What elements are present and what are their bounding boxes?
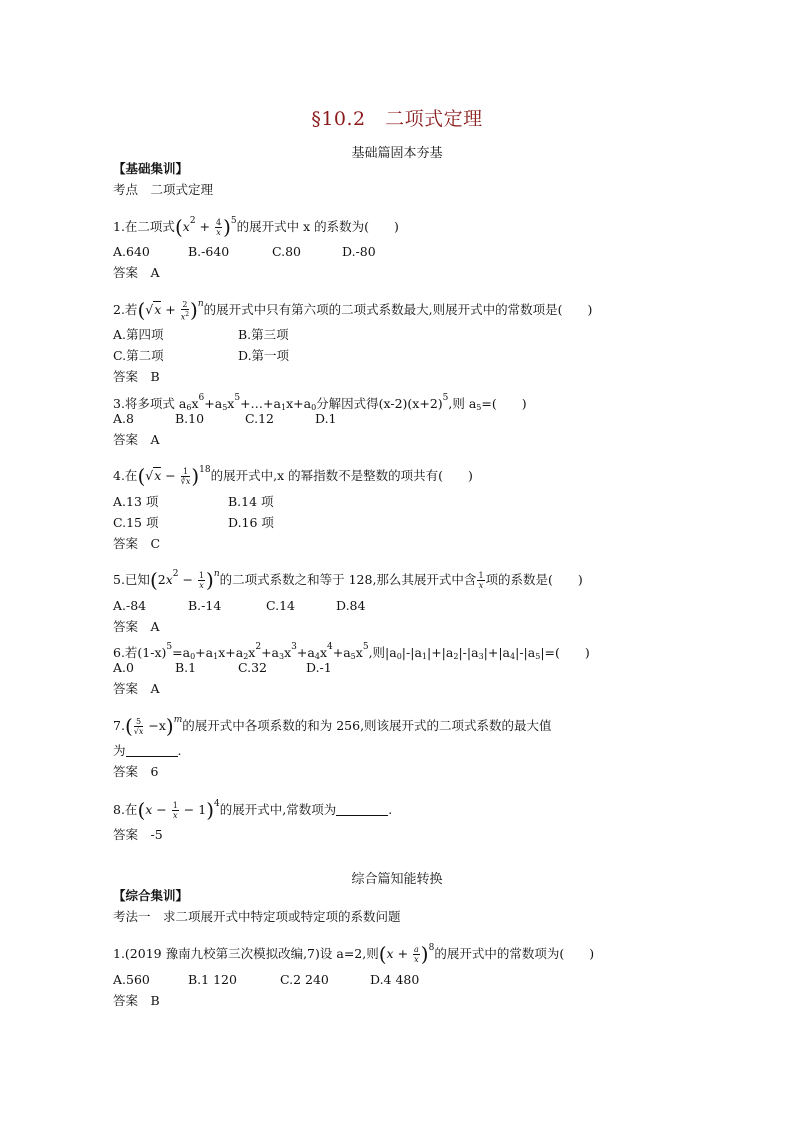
question-1: 1.在二项式($x^2$ + $\frac{4}{x}$ )$^5$的展开式中 x 的系数为( ) [113,215,399,239]
q1-option-d: D.-80 [342,244,376,259]
q5-option-a: A.-84 [113,598,147,613]
q2-option-d: D.第一项 [238,348,290,363]
q2-option-b: B.第三项 [238,327,289,342]
cq1-answer: 答案 B [113,993,160,1008]
q2-answer: 答案 B [113,369,160,384]
cq1-option-b: B.1 120 [188,972,237,987]
q4-option-d: D.16 项 [228,515,274,530]
cq1-option-a: A.560 [113,972,150,987]
q4-option-b: B.14 项 [228,494,274,509]
q4-answer: 答案 C [113,536,161,551]
comprehensive-question-1: 1.(2019 豫南九校第三次模拟改编,7)设 a=2,则(x + $\frac{a}{x}$ )$^8$的展开式中的常数项为( ) [113,942,595,966]
q5-option-d: D.84 [336,598,366,613]
section-label-basic: 【基础集训】 [113,161,189,176]
question-5: 5.已知($2x^2$ − $\frac{1}{x}$ )$^n$的二项式系数之和等于 128,那么其展开式中含 $\frac{1}{x}$ 项的系数是( ) [113,568,583,592]
topic-comprehensive: 考法一 求二项展开式中特定项或特定项的系数问题 [113,909,401,924]
q2-option-c: C.第二项 [113,348,164,363]
q8-answer: 答案 -5 [113,827,163,842]
q5-answer: 答案 A [113,619,160,634]
q5-option-b: B.-14 [188,598,222,613]
subtitle-comprehensive: 综合篇知能转换 [351,872,443,887]
q6-option-a: A.0 [113,660,134,675]
q4-option-a: A.13 项 [113,494,159,509]
q3-answer: 答案 A [113,432,160,447]
question-2: 2.若(√x + $\frac{2}{x^2}$ )$^n$的展开式中只有第六项的二项式系数最大,则展开式中的常数项是( ) [113,298,593,322]
question-6: 6.若$(1-x)^5=a_0+a_1x+a_2x^2+a_3x^3+a_4x^4+a_5x^5$,则$|a_0|-|a_1|+|a_2|-|a_3|+|a_4|-|a_5|=$( ) [113,642,590,661]
q1-option-b: B.-640 [188,244,230,259]
q6-option-b: B.1 [175,660,197,675]
q7-answer: 答案 6 [113,764,159,779]
page-title: §10.2 二项式定理 [311,108,483,130]
cq1-option-c: C.2 240 [280,972,329,987]
q6-option-c: C.32 [238,660,267,675]
question-7-line-2: 为 . [113,743,182,758]
q5-option-c: C.14 [266,598,295,613]
topic-basic: 考点 二项式定理 [113,182,214,197]
q3-option-b: B.10 [175,411,205,426]
q2-option-a: A.第四项 [113,327,164,342]
q4-option-c: C.15 项 [113,515,159,530]
section-label-comprehensive: 【综合集训】 [113,888,189,903]
q1-answer: 答案 A [113,265,160,280]
subtitle-basic: 基础篇固本夯基 [351,146,443,161]
q6-answer: 答案 A [113,681,160,696]
q8-answer-blank [336,803,388,816]
q7-answer-blank [126,744,178,757]
question-4: 4.在(√x − $\frac{1}{∛x}$ )$^{18}$的展开式中,x 的幂指数不是整数的项共有( ) [113,464,473,488]
q3-option-c: C.12 [245,411,274,426]
cq1-option-d: D.4 480 [370,972,420,987]
q3-option-d: D.1 [315,411,337,426]
q6-option-d: D.-1 [306,660,332,675]
q3-option-a: A.8 [113,411,134,426]
question-8: 8.在(x − $\frac{1}{x}$ − 1)$^4$的展开式中,常数项为 . [113,798,393,822]
q1-option-c: C.80 [272,244,301,259]
question-3: 3.将多项式 $a_6x^6+a_5x^5+\dots+a_1x+a_0$分解因式得$(x-2)(x+2)^5$,则 $a_5=$( ) [113,393,527,412]
q1-option-a: A.640 [113,244,150,259]
question-7: 7.( $\frac{5}{√x}$ −x)$^m$的展开式中各项系数的和为 256,则该展开式的二项式系数的最大值 [113,714,552,738]
